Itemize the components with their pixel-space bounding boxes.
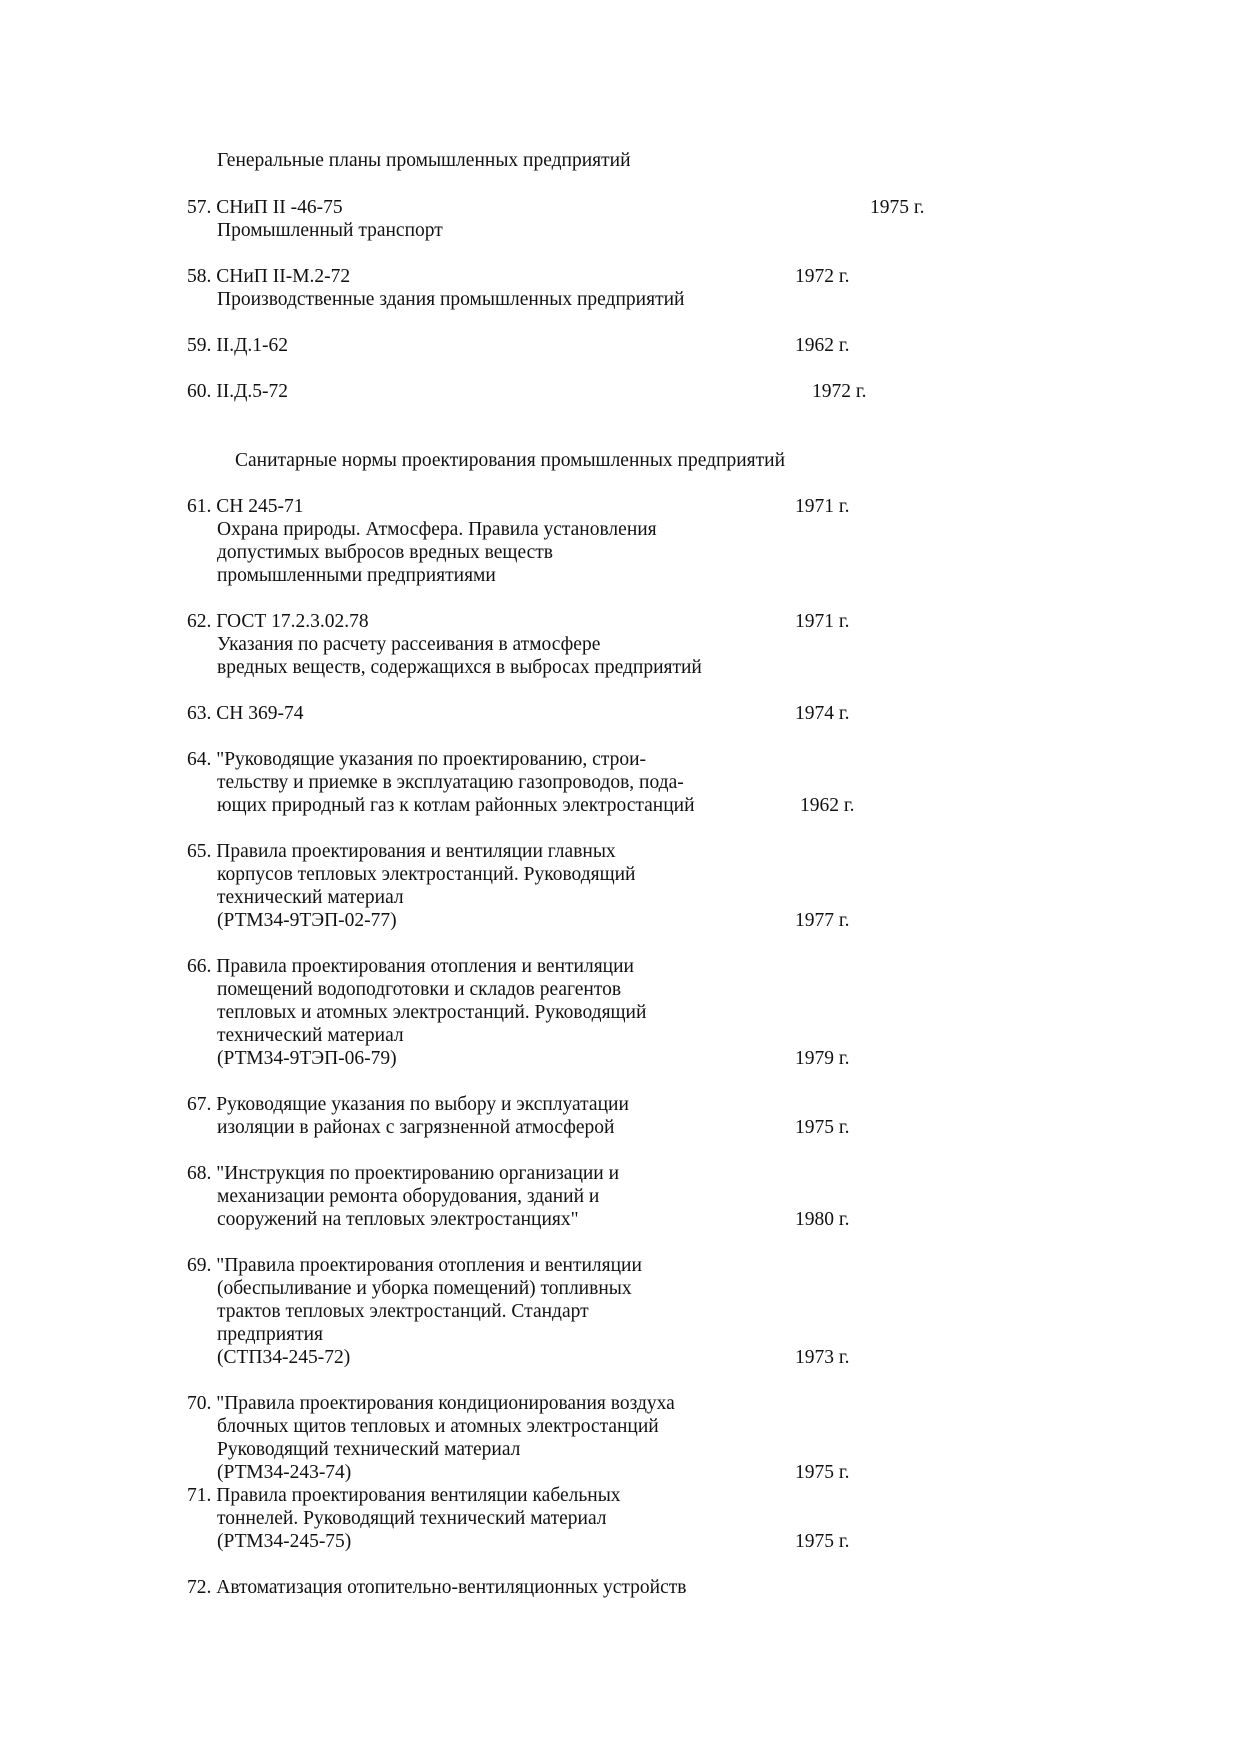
- entry-69-year: 1973 г.: [795, 1347, 850, 1368]
- entry-61-line-2: Охрана природы. Атмосфера. Правила установления: [217, 519, 657, 540]
- entry-64-year: 1962 г.: [800, 795, 855, 816]
- entry-64-line-3: ющих природный газ к котлам районных электростанций: [217, 795, 695, 816]
- entry-63-code: 63. СН 369-74: [187, 703, 304, 724]
- entry-66-line-5: (РТМ34-9ТЭП-06-79): [217, 1048, 397, 1069]
- entry-70-line-4: (РТМ34-243-74): [217, 1462, 352, 1483]
- entry-71-line-1: 71. Правила проектирования вентиляции кабельных: [187, 1485, 621, 1506]
- entry-62-line-2: Указания по расчету рассеивания в атмосфере: [217, 634, 601, 655]
- entry-72-line-1: 72. Автоматизация отопительно-вентиляционных устройств: [187, 1577, 687, 1598]
- entry-71-line-2: тоннелей. Руководящий технический материал: [217, 1508, 607, 1529]
- entry-71-line-3: (РТМ34-245-75): [217, 1531, 352, 1552]
- entry-61-code: 61. СН 245-71: [187, 496, 304, 517]
- entry-70-line-1: 70. "Правила проектирования кондиционирования воздуха: [187, 1393, 675, 1414]
- entry-57-year: 1975 г.: [870, 197, 925, 218]
- entry-68-line-3: сооружений на тепловых электростанциях": [217, 1209, 579, 1230]
- entry-70-line-2: блочных щитов тепловых и атомных электростанций: [217, 1416, 659, 1437]
- entry-62-line-3: вредных веществ, содержащихся в выбросах предприятий: [217, 657, 702, 678]
- entry-59-year: 1962 г.: [795, 335, 850, 356]
- entry-66-line-4: технический материал: [217, 1025, 404, 1046]
- entry-69-line-5: (СТП34-245-72): [217, 1347, 351, 1368]
- entry-65-line-4: (РТМ34-9ТЭП-02-77): [217, 910, 397, 931]
- entry-57-code: 57. СНиП II -46-75: [187, 197, 343, 218]
- entry-64-line-1: 64. "Руководящие указания по проектированию, строи-: [187, 749, 647, 770]
- entry-67-line-1: 67. Руководящие указания по выбору и эксплуатации: [187, 1094, 629, 1115]
- entry-66-year: 1979 г.: [795, 1048, 850, 1069]
- entry-65-line-1: 65. Правила проектирования и вентиляции главных: [187, 841, 616, 862]
- entry-65-line-3: технический материал: [217, 887, 404, 908]
- section-heading-sanitary: Санитарные нормы проектирования промышленных предприятий: [235, 450, 786, 471]
- entry-64-line-2: тельству и приемке в эксплуатацию газопроводов, пода-: [217, 772, 684, 793]
- entry-60-year: 1972 г.: [812, 381, 867, 402]
- entry-67-line-2: изоляции в районах с загрязненной атмосферой: [217, 1117, 615, 1138]
- entry-58-year: 1972 г.: [795, 266, 850, 287]
- entry-69-line-3: трактов тепловых электростанций. Стандарт: [217, 1301, 589, 1322]
- entry-66-line-3: тепловых и атомных электростанций. Руководящий: [217, 1002, 647, 1023]
- section-heading-general-plans: Генеральные планы промышленных предприятий: [217, 150, 631, 171]
- entry-70-year: 1975 г.: [795, 1462, 850, 1483]
- entry-69-line-1: 69. "Правила проектирования отопления и вентиляции: [187, 1255, 642, 1276]
- entry-61-line-3: допустимых выбросов вредных веществ: [217, 542, 553, 563]
- entry-63-year: 1974 г.: [795, 703, 850, 724]
- entry-65-year: 1977 г.: [795, 910, 850, 931]
- entry-68-line-2: механизации ремонта оборудования, зданий и: [217, 1186, 600, 1207]
- entry-67-year: 1975 г.: [795, 1117, 850, 1138]
- entry-58-title: Производственные здания промышленных предприятий: [217, 289, 685, 310]
- entry-70-line-3: Руководящий технический материал: [217, 1439, 521, 1460]
- entry-62-year: 1971 г.: [795, 611, 850, 632]
- entry-68-year: 1980 г.: [795, 1209, 850, 1230]
- entry-69-line-2: (обеспыливание и уборка помещений) топливных: [217, 1278, 632, 1299]
- entry-59-code: 59. II.Д.1-62: [187, 335, 289, 356]
- entry-71-year: 1975 г.: [795, 1531, 850, 1552]
- entry-69-line-4: предприятия: [217, 1324, 324, 1345]
- entry-65-line-2: корпусов тепловых электростанций. Руководящий: [217, 864, 636, 885]
- entry-57-title: Промышленный транспорт: [217, 220, 443, 241]
- entry-61-line-4: промышленными предприятиями: [217, 565, 496, 586]
- entry-58-code: 58. СНиП II-М.2-72: [187, 266, 351, 287]
- entry-68-line-1: 68. "Инструкция по проектированию организации и: [187, 1163, 620, 1184]
- entry-66-line-1: 66. Правила проектирования отопления и вентиляции: [187, 956, 634, 977]
- entry-62-code: 62. ГОСТ 17.2.3.02.78: [187, 611, 369, 632]
- entry-66-line-2: помещений водоподготовки и складов реагентов: [217, 979, 622, 1000]
- entry-61-year: 1971 г.: [795, 496, 850, 517]
- entry-60-code: 60. II.Д.5-72: [187, 381, 289, 402]
